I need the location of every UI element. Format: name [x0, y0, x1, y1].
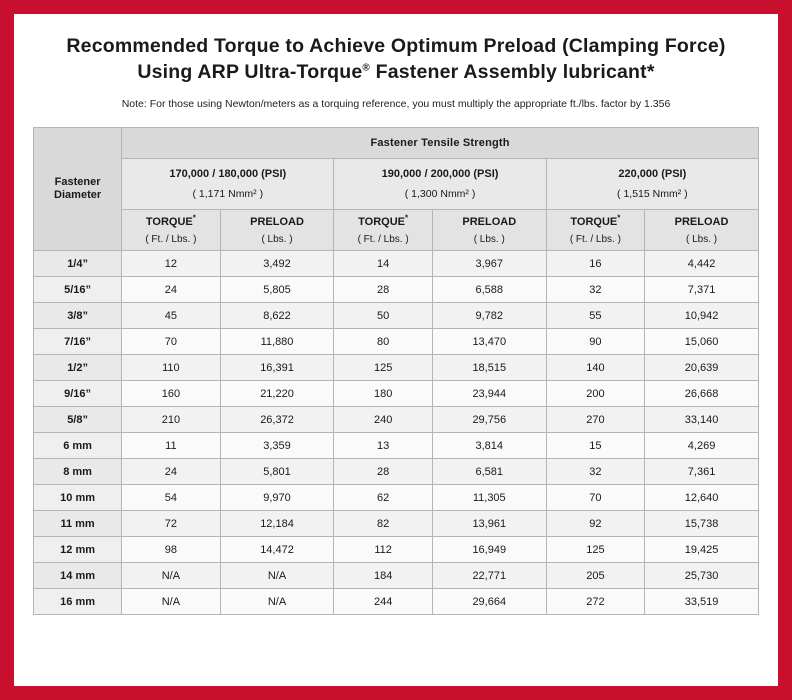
- table-row: [34, 589, 759, 615]
- torque-cell-2: 244: [334, 589, 432, 615]
- grade-psi-1: 170,000 / 180,000 (PSI): [169, 168, 287, 181]
- preload-cell-3: 15,060: [645, 329, 759, 355]
- torque-asterisk-2: *: [405, 213, 409, 223]
- document-header: [15, 15, 777, 117]
- preload-cell-2: 9,782: [432, 303, 546, 329]
- title-line-2: [33, 59, 759, 85]
- torque-cell-3: 16: [546, 251, 644, 277]
- preload-cell-1: 5,805: [220, 277, 334, 303]
- torque-cell-3: 140: [546, 355, 644, 381]
- torque-cell-1: 54: [122, 485, 220, 511]
- fastener-size-cell: 1/4”: [34, 251, 122, 277]
- fastener-size-cell: 7/16”: [34, 329, 122, 355]
- preload-units-1: ( Lbs. ): [261, 233, 293, 245]
- fastener-size-cell: 10 mm: [34, 485, 122, 511]
- preload-cell-2: 11,305: [432, 485, 546, 511]
- torque-cell-1: 210: [122, 407, 220, 433]
- fastener-size-cell: 8 mm: [34, 459, 122, 485]
- preload-label-2: PRELOAD: [462, 216, 517, 229]
- preload-cell-2: 16,949: [432, 537, 546, 563]
- fastener-size-cell: 14 mm: [34, 563, 122, 589]
- grade-nmm-3: ( 1,515 Nmm² ): [617, 187, 688, 200]
- torque-cell-2: 14: [334, 251, 432, 277]
- title-line-1: Recommended Torque to Achieve Optimum Preload (Clamping Force): [66, 35, 726, 57]
- fastener-diameter-header-line2: Diameter: [54, 189, 102, 202]
- torque-asterisk-3: *: [617, 213, 621, 223]
- preload-cell-3: 33,519: [645, 589, 759, 615]
- torque-cell-3: 32: [546, 277, 644, 303]
- torque-cell-1: N/A: [122, 589, 220, 615]
- fastener-size-cell: 1/2”: [34, 355, 122, 381]
- preload-cell-1: N/A: [220, 563, 334, 589]
- fastener-size-cell: 16 mm: [34, 589, 122, 615]
- preload-cell-1: 9,970: [220, 485, 334, 511]
- fastener-size-cell: 6 mm: [34, 433, 122, 459]
- torque-cell-3: 15: [546, 433, 644, 459]
- preload-cell-2: 29,664: [432, 589, 546, 615]
- preload-cell-3: 12,640: [645, 485, 759, 511]
- table-row: [34, 303, 759, 329]
- grade-header-2: [334, 159, 546, 210]
- torque-cell-2: 112: [334, 537, 432, 563]
- preload-cell-3: 25,730: [645, 563, 759, 589]
- table-row: [34, 537, 759, 563]
- fastener-size-cell: 3/8”: [34, 303, 122, 329]
- torque-cell-2: 184: [334, 563, 432, 589]
- preload-header-1: [220, 210, 334, 251]
- preload-cell-3: 33,140: [645, 407, 759, 433]
- tensile-strength-header: Fastener Tensile Strength: [122, 128, 759, 159]
- torque-cell-1: 72: [122, 511, 220, 537]
- torque-cell-1: N/A: [122, 563, 220, 589]
- preload-cell-2: 6,588: [432, 277, 546, 303]
- preload-cell-3: 10,942: [645, 303, 759, 329]
- table-row: [34, 277, 759, 303]
- grade-nmm-1: ( 1,171 Nmm² ): [192, 187, 264, 200]
- table-row: [34, 329, 759, 355]
- preload-cell-3: 20,639: [645, 355, 759, 381]
- grade-header-1: [122, 159, 334, 210]
- fastener-size-cell: 5/16”: [34, 277, 122, 303]
- torque-header-3: [546, 210, 644, 251]
- preload-cell-1: 12,184: [220, 511, 334, 537]
- preload-cell-2: 13,470: [432, 329, 546, 355]
- preload-cell-3: 7,361: [645, 459, 759, 485]
- table-row: [34, 433, 759, 459]
- torque-asterisk-1: *: [192, 213, 196, 223]
- torque-table: [33, 127, 759, 615]
- title-line-2-pre: Using ARP Ultra-Torque: [137, 61, 363, 84]
- torque-cell-3: 125: [546, 537, 644, 563]
- preload-cell-1: 26,372: [220, 407, 334, 433]
- preload-header-2: [432, 210, 546, 251]
- preload-cell-3: 19,425: [645, 537, 759, 563]
- preload-cell-1: N/A: [220, 589, 334, 615]
- torque-cell-2: 28: [334, 277, 432, 303]
- torque-cell-1: 45: [122, 303, 220, 329]
- document-page: [14, 14, 778, 686]
- torque-cell-2: 13: [334, 433, 432, 459]
- table-header-row-tensile: [34, 128, 759, 159]
- preload-label-3: PRELOAD: [674, 216, 729, 229]
- torque-cell-1: 12: [122, 251, 220, 277]
- torque-units-3: ( Ft. / Lbs. ): [569, 233, 621, 245]
- table-header-row-units: [34, 210, 759, 251]
- table-row: [34, 485, 759, 511]
- torque-cell-3: 270: [546, 407, 644, 433]
- torque-label-1: TORQUE: [145, 216, 193, 229]
- preload-cell-3: 4,269: [645, 433, 759, 459]
- preload-units-2: ( Lbs. ): [473, 233, 505, 245]
- preload-cell-1: 3,492: [220, 251, 334, 277]
- torque-cell-1: 98: [122, 537, 220, 563]
- torque-cell-1: 24: [122, 277, 220, 303]
- conversion-note: Note: For those using Newton/meters as a torquing reference, you must multiply the appropriate ft./lbs. factor by 1.356: [121, 97, 671, 110]
- torque-cell-2: 125: [334, 355, 432, 381]
- preload-cell-1: 11,880: [220, 329, 334, 355]
- preload-cell-1: 8,622: [220, 303, 334, 329]
- table-header-row-grades: [34, 159, 759, 210]
- table-row: [34, 563, 759, 589]
- preload-header-3: [645, 210, 759, 251]
- preload-label-1: PRELOAD: [250, 216, 304, 229]
- fastener-size-cell: 12 mm: [34, 537, 122, 563]
- torque-cell-3: 205: [546, 563, 644, 589]
- preload-cell-3: 26,668: [645, 381, 759, 407]
- preload-units-3: ( Lbs. ): [685, 233, 718, 245]
- preload-cell-1: 21,220: [220, 381, 334, 407]
- title-line-2-post: Fastener Assembly lubricant*: [369, 61, 655, 84]
- torque-header-2: [334, 210, 432, 251]
- preload-cell-2: 6,581: [432, 459, 546, 485]
- preload-cell-1: 5,801: [220, 459, 334, 485]
- torque-header-1: [122, 210, 220, 251]
- torque-cell-3: 55: [546, 303, 644, 329]
- page-title: [33, 33, 759, 86]
- table-row: [34, 407, 759, 433]
- torque-cell-1: 160: [122, 381, 220, 407]
- torque-cell-2: 82: [334, 511, 432, 537]
- grade-nmm-2: ( 1,300 Nmm² ): [404, 187, 476, 200]
- grade-psi-3: 220,000 (PSI): [618, 168, 687, 181]
- torque-cell-1: 24: [122, 459, 220, 485]
- torque-label-3: TORQUE: [570, 216, 618, 229]
- torque-cell-2: 180: [334, 381, 432, 407]
- torque-cell-1: 110: [122, 355, 220, 381]
- preload-cell-1: 3,359: [220, 433, 334, 459]
- torque-cell-3: 272: [546, 589, 644, 615]
- torque-cell-2: 62: [334, 485, 432, 511]
- preload-cell-3: 15,738: [645, 511, 759, 537]
- torque-cell-1: 70: [122, 329, 220, 355]
- torque-cell-2: 28: [334, 459, 432, 485]
- preload-cell-2: 23,944: [432, 381, 546, 407]
- torque-cell-3: 200: [546, 381, 644, 407]
- fastener-diameter-header: [34, 128, 122, 251]
- table-row: [34, 355, 759, 381]
- torque-units-2: ( Ft. / Lbs. ): [357, 233, 409, 245]
- fastener-size-cell: 5/8”: [34, 407, 122, 433]
- table-row: [34, 459, 759, 485]
- table-row: [34, 381, 759, 407]
- torque-cell-3: 90: [546, 329, 644, 355]
- grade-psi-2: 190,000 / 200,000 (PSI): [381, 168, 499, 181]
- preload-cell-3: 7,371: [645, 277, 759, 303]
- preload-cell-2: 3,814: [432, 433, 546, 459]
- preload-cell-2: 22,771: [432, 563, 546, 589]
- preload-cell-2: 13,961: [432, 511, 546, 537]
- fastener-size-cell: 11 mm: [34, 511, 122, 537]
- torque-cell-3: 70: [546, 485, 644, 511]
- preload-cell-2: 3,967: [432, 251, 546, 277]
- grade-header-3: [546, 159, 758, 210]
- torque-units-1: ( Ft. / Lbs. ): [145, 233, 197, 245]
- torque-label-2: TORQUE: [358, 216, 405, 229]
- fastener-size-cell: 9/16”: [34, 381, 122, 407]
- registered-mark-icon: ®: [362, 62, 370, 74]
- preload-cell-1: 14,472: [220, 537, 334, 563]
- torque-cell-3: 92: [546, 511, 644, 537]
- torque-table-body: [34, 251, 759, 615]
- fastener-diameter-header-line1: Fastener: [54, 175, 101, 188]
- preload-cell-3: 4,442: [645, 251, 759, 277]
- preload-cell-2: 29,756: [432, 407, 546, 433]
- torque-cell-2: 240: [334, 407, 432, 433]
- torque-cell-1: 11: [122, 433, 220, 459]
- preload-cell-2: 18,515: [432, 355, 546, 381]
- torque-cell-2: 80: [334, 329, 432, 355]
- table-row: [34, 511, 759, 537]
- preload-cell-1: 16,391: [220, 355, 334, 381]
- table-row: [34, 251, 759, 277]
- torque-cell-3: 32: [546, 459, 644, 485]
- torque-cell-2: 50: [334, 303, 432, 329]
